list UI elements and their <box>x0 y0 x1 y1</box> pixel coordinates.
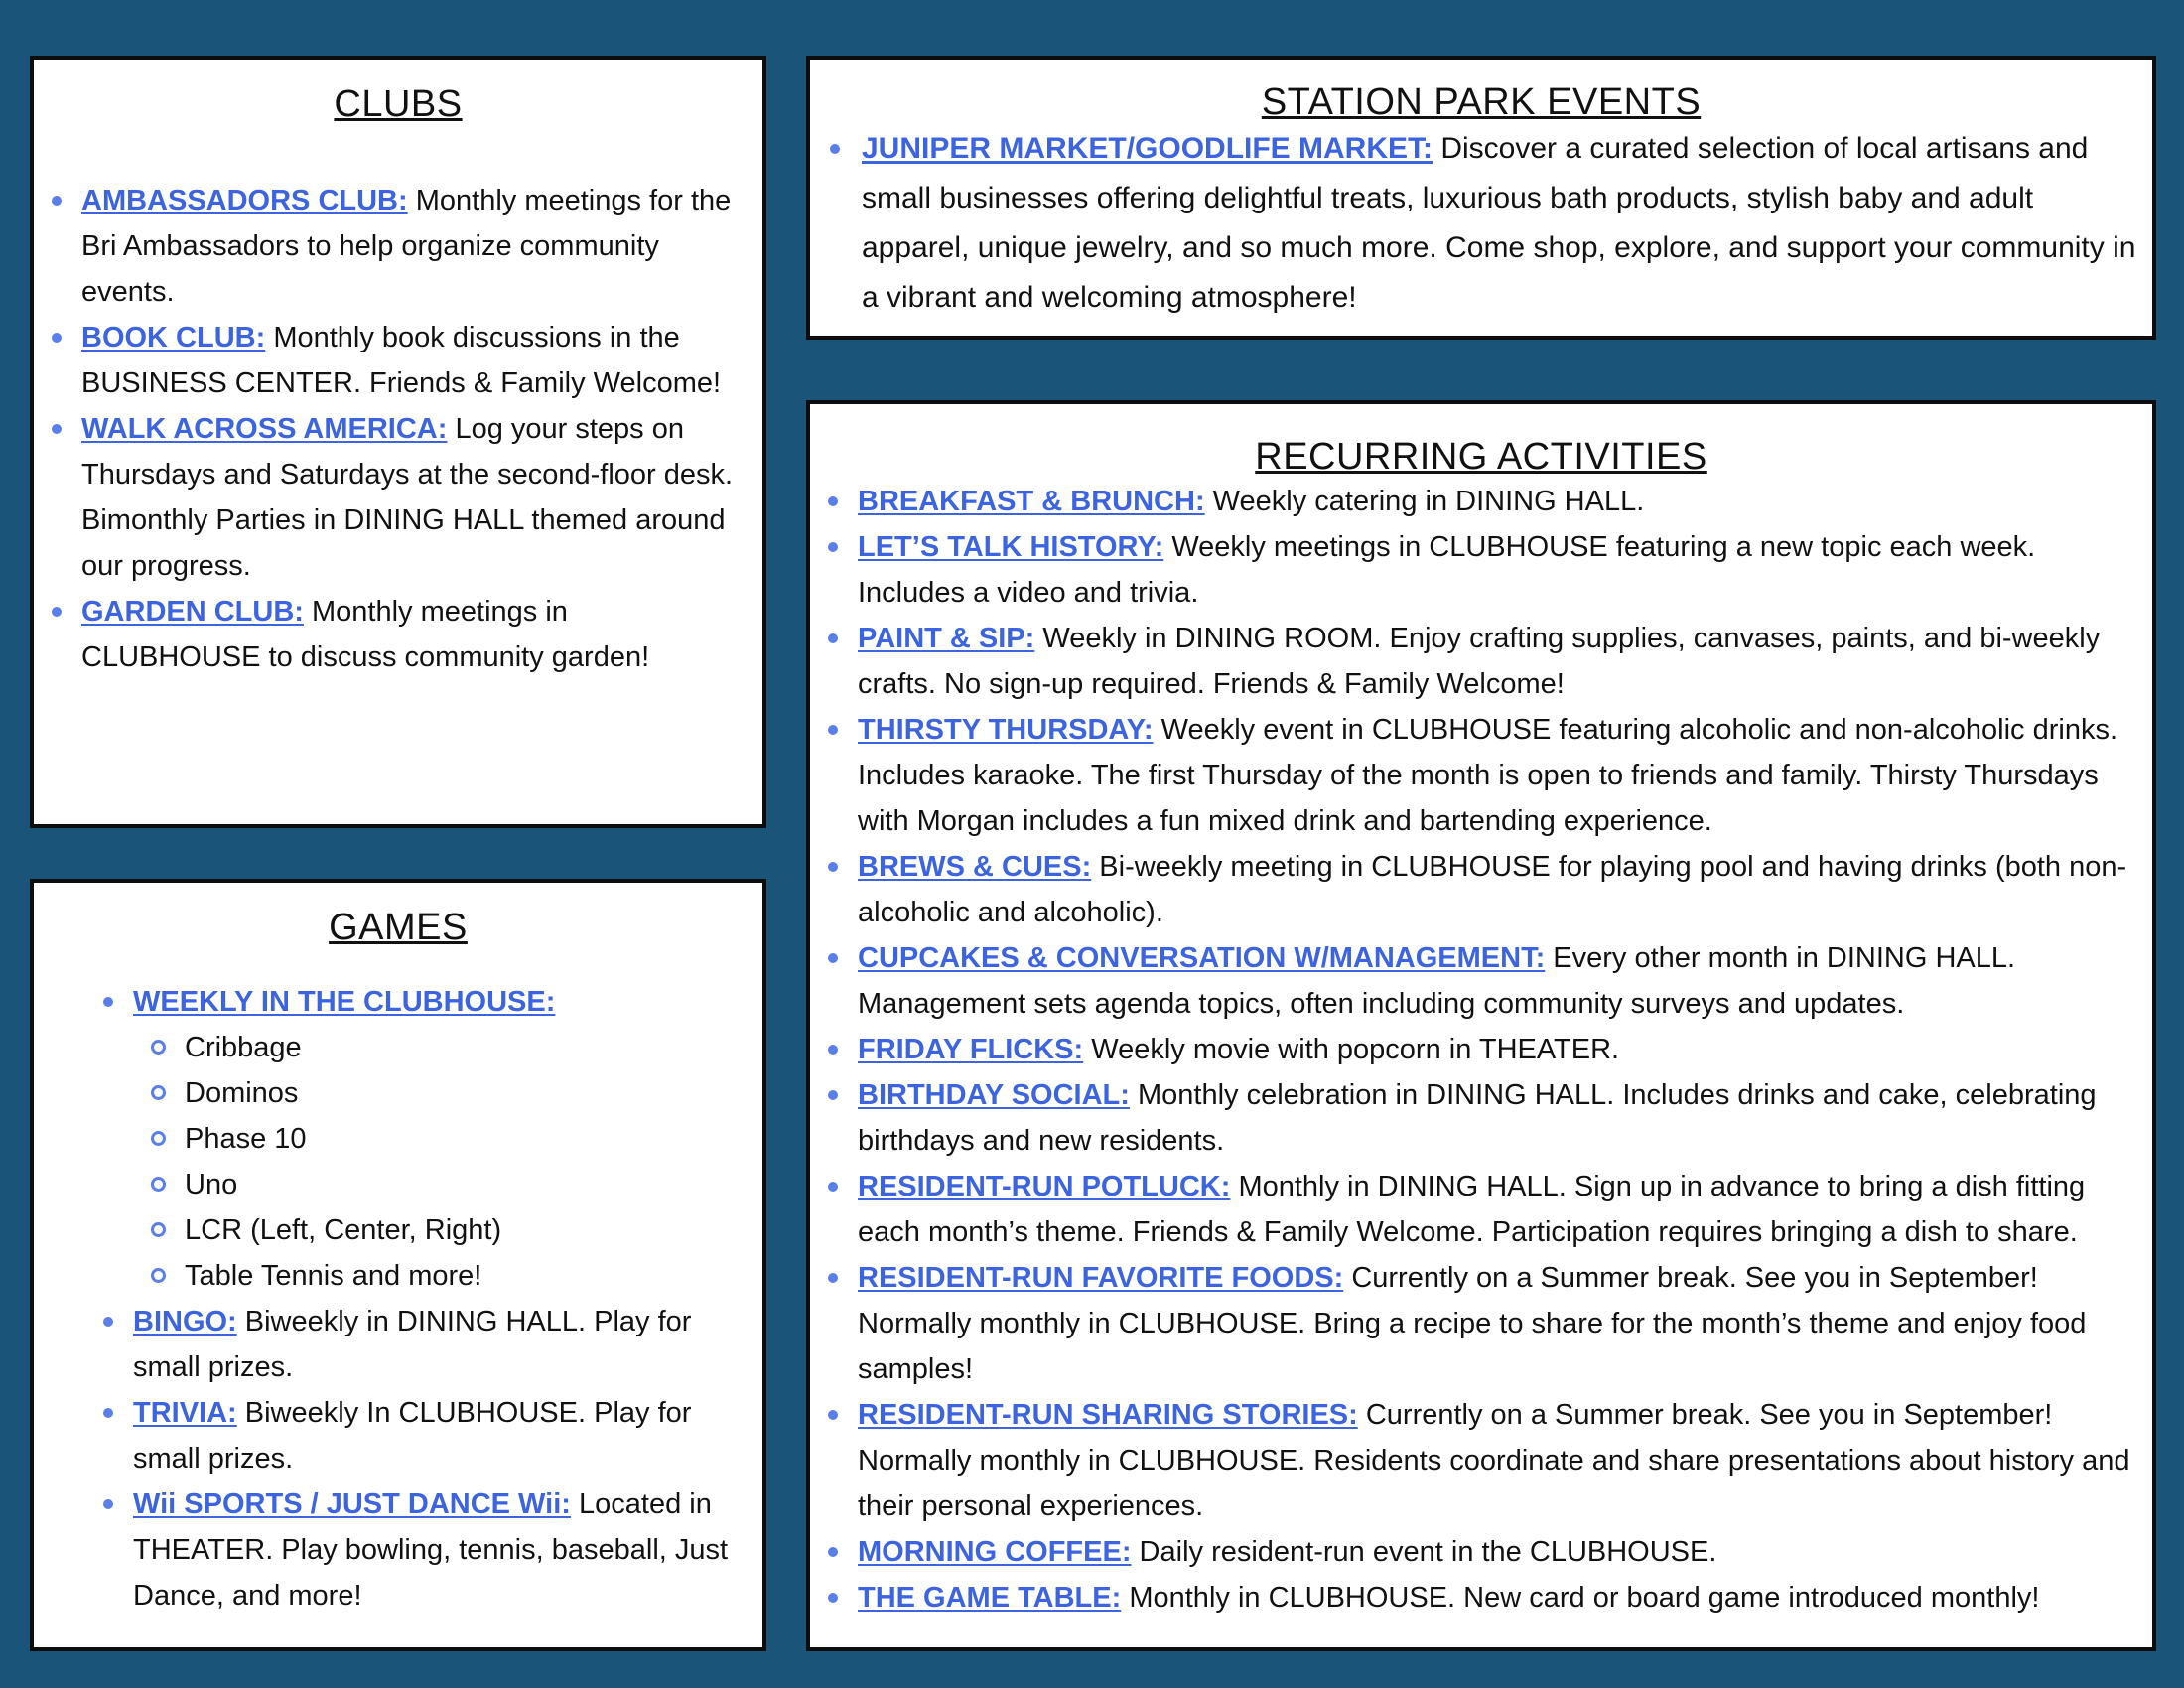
item-link[interactable]: BIRTHDAY SOCIAL: <box>858 1079 1130 1111</box>
item-description: Monthly celebration in DINING HALL. Includes drinks and cake, celebrating birthdays and new residents. <box>858 1079 2097 1157</box>
item-link[interactable]: MORNING COFFEE: <box>858 1536 1132 1568</box>
item-description: Monthly in DINING HALL. Sign up in advance to bring a dish fitting each month’s theme. Friends & Family Welcome. Participation requires bringing a dish to share. <box>858 1171 2086 1248</box>
bullet-icon <box>828 1410 838 1420</box>
list-item <box>133 1481 749 1618</box>
list-item <box>858 1027 2138 1072</box>
item-description: Biweekly in DINING HALL. Play for small prizes. <box>133 1306 692 1383</box>
list-item <box>858 707 2138 844</box>
list-item <box>81 406 749 589</box>
bullet-icon <box>103 1317 113 1327</box>
list-item <box>858 1392 2138 1529</box>
game-name: Uno <box>185 1169 238 1200</box>
item-link[interactable]: WALK ACROSS AMERICA: <box>81 413 448 445</box>
item-description: Weekly catering in DINING HALL. <box>1204 486 1645 517</box>
bullet-icon <box>828 1090 838 1100</box>
item-description: Currently on a Summer break. See you in September! Normally monthly in CLUBHOUSE. Bring a recipe to share for the month’s theme and enjoy food samples! <box>858 1262 2087 1385</box>
game-name: LCR (Left, Center, Right) <box>185 1214 502 1246</box>
item-description: Weekly movie with popcorn in THEATER. <box>1083 1034 1620 1065</box>
item-description: Monthly book discussions in the BUSINESS CENTER. Friends & Family Welcome! <box>81 322 722 399</box>
bullet-icon <box>52 196 62 206</box>
item-link[interactable]: THE GAME TABLE: <box>858 1582 1122 1614</box>
item-description: Bi-weekly meeting in CLUBHOUSE for playing pool and having drinks (both non-alcoholic and alcoholic). <box>858 851 2127 928</box>
item-link[interactable]: BREAKFAST & BRUNCH: <box>858 486 1205 517</box>
bullet-icon <box>828 1547 838 1557</box>
recurring-title: RECURRING ACTIVITIES <box>1255 436 1707 478</box>
item-description: Weekly event in CLUBHOUSE featuring alcoholic and non-alcoholic drinks. Includes karaoke. The first Thursday of the month is open to friends and family. Thirsty Thursdays with Morgan includes a fun mixed drink and bartending experience. <box>858 714 2118 837</box>
item-description: Weekly in DINING ROOM. Enjoy crafting supplies, canvases, paints, and bi-weekly crafts. No sign-up required. Friends & Family Welcome! <box>858 623 2101 700</box>
game-name: Dominos <box>185 1077 299 1109</box>
item-description: Log your steps on Thursdays and Saturdays at the second-floor desk. Bimonthly Parties in DINING HALL themed around our progress. <box>81 413 734 582</box>
item-description: Daily resident-run event in the CLUBHOUSE. <box>1131 1536 1717 1568</box>
list-item <box>133 1299 749 1390</box>
item-link[interactable]: RESIDENT-RUN FAVORITE FOODS: <box>858 1262 1344 1294</box>
bullet-icon <box>828 1593 838 1603</box>
list-item <box>858 1255 2138 1392</box>
bullet-icon <box>830 144 840 154</box>
bullet-icon <box>828 633 838 643</box>
item-description: Weekly meetings in CLUBHOUSE featuring a new topic each week. Includes a video and trivia. <box>858 531 2036 609</box>
games-title: GAMES <box>329 907 468 948</box>
circle-bullet-icon <box>151 1222 166 1237</box>
games-list <box>133 979 749 1618</box>
bullet-icon <box>828 953 838 963</box>
item-link[interactable]: FRIDAY FLICKS: <box>858 1034 1084 1065</box>
item-description: Biweekly In CLUBHOUSE. Play for small prizes. <box>133 1397 692 1475</box>
item-link[interactable]: BOOK CLUB: <box>81 322 266 353</box>
circle-bullet-icon <box>151 1040 166 1055</box>
weekly-games-list <box>185 1025 749 1299</box>
game-name: Phase 10 <box>185 1123 307 1155</box>
item-link[interactable]: CUPCAKES & CONVERSATION W/MANAGEMENT: <box>858 942 1546 974</box>
sub-list-item <box>185 1025 749 1070</box>
recurring-panel <box>806 400 2156 1651</box>
item-link[interactable]: JUNIPER MARKET/GOODLIFE MARKET: <box>862 132 1433 165</box>
sub-list-item <box>185 1162 749 1207</box>
item-link[interactable]: LET’S TALK HISTORY: <box>858 531 1164 563</box>
item-link[interactable]: GARDEN CLUB: <box>81 596 304 628</box>
list-item <box>133 1390 749 1481</box>
sub-list-item <box>185 1207 749 1253</box>
list-item <box>858 524 2138 616</box>
item-link[interactable]: BINGO: <box>133 1306 237 1337</box>
games-panel <box>30 879 766 1651</box>
list-item <box>81 589 749 680</box>
sub-list-item <box>185 1253 749 1299</box>
item-link[interactable]: RESIDENT-RUN SHARING STORIES: <box>858 1399 1358 1431</box>
sub-list-item <box>185 1070 749 1116</box>
list-item <box>858 479 2138 524</box>
item-description: Located in THEATER. Play bowling, tennis, baseball, Just Dance, and more! <box>133 1488 729 1612</box>
bullet-icon <box>828 1045 838 1055</box>
station-park-title: STATION PARK EVENTS <box>1261 81 1702 123</box>
item-link[interactable]: BREWS & CUES: <box>858 851 1092 883</box>
item-link[interactable]: TRIVIA: <box>133 1397 237 1429</box>
list-item <box>858 844 2138 935</box>
bullet-icon <box>52 424 62 434</box>
item-description: Monthly in CLUBHOUSE. New card or board game introduced monthly! <box>1121 1582 2040 1614</box>
game-name: Cribbage <box>185 1032 302 1063</box>
sub-list-item <box>185 1116 749 1162</box>
list-item <box>81 315 749 406</box>
list-item <box>858 616 2138 707</box>
game-name: Table Tennis and more! <box>185 1260 482 1292</box>
circle-bullet-icon <box>151 1268 166 1283</box>
station-park-list <box>862 124 2138 323</box>
item-description: Monthly meetings for the Bri Ambassadors to help organize community events. <box>81 185 732 308</box>
recurring-list <box>858 479 2138 1620</box>
clubs-title: CLUBS <box>334 83 463 125</box>
list-item <box>858 1529 2138 1575</box>
bullet-icon <box>52 607 62 617</box>
list-item <box>858 935 2138 1027</box>
item-link[interactable]: THIRSTY THURSDAY: <box>858 714 1154 746</box>
list-item <box>858 1575 2138 1620</box>
bullet-icon <box>828 496 838 506</box>
item-link[interactable]: Wii SPORTS / JUST DANCE Wii: <box>133 1488 571 1520</box>
item-description: Discover a curated selection of local artisans and small businesses offering delightful treats, luxurious bath products, stylish baby and adult apparel, unique jewelry, and so much more. Come shop, explore, and support your community in a vibrant and welcoming atmosphere! <box>862 132 2136 314</box>
list-item <box>862 124 2138 323</box>
item-description: Monthly meetings in CLUBHOUSE to discuss community garden! <box>81 596 650 673</box>
station-park-panel <box>806 56 2156 340</box>
bullet-icon <box>828 542 838 552</box>
bullet-icon <box>103 997 113 1007</box>
bullet-icon <box>103 1499 113 1509</box>
clubs-panel <box>30 56 766 828</box>
bullet-icon <box>828 725 838 735</box>
list-item <box>133 979 749 1299</box>
item-link[interactable]: RESIDENT-RUN POTLUCK: <box>858 1171 1231 1202</box>
circle-bullet-icon <box>151 1177 166 1192</box>
bullet-icon <box>52 333 62 343</box>
circle-bullet-icon <box>151 1131 166 1146</box>
item-link[interactable]: AMBASSADORS CLUB: <box>81 185 408 216</box>
list-item <box>858 1164 2138 1255</box>
item-description: Every other month in DINING HALL. Management sets agenda topics, often including community surveys and updates. <box>858 942 2016 1020</box>
bullet-icon <box>828 1182 838 1192</box>
list-item <box>81 178 749 315</box>
list-item <box>858 1072 2138 1164</box>
bullet-icon <box>828 862 838 872</box>
item-link[interactable]: WEEKLY IN THE CLUBHOUSE: <box>133 986 556 1018</box>
clubs-list <box>81 178 749 680</box>
circle-bullet-icon <box>151 1085 166 1100</box>
bullet-icon <box>103 1408 113 1418</box>
bullet-icon <box>828 1273 838 1283</box>
item-link[interactable]: PAINT & SIP: <box>858 623 1035 654</box>
item-description: Currently on a Summer break. See you in September! Normally monthly in CLUBHOUSE. Residents coordinate and share presentations about history and their personal experiences. <box>858 1399 2130 1522</box>
